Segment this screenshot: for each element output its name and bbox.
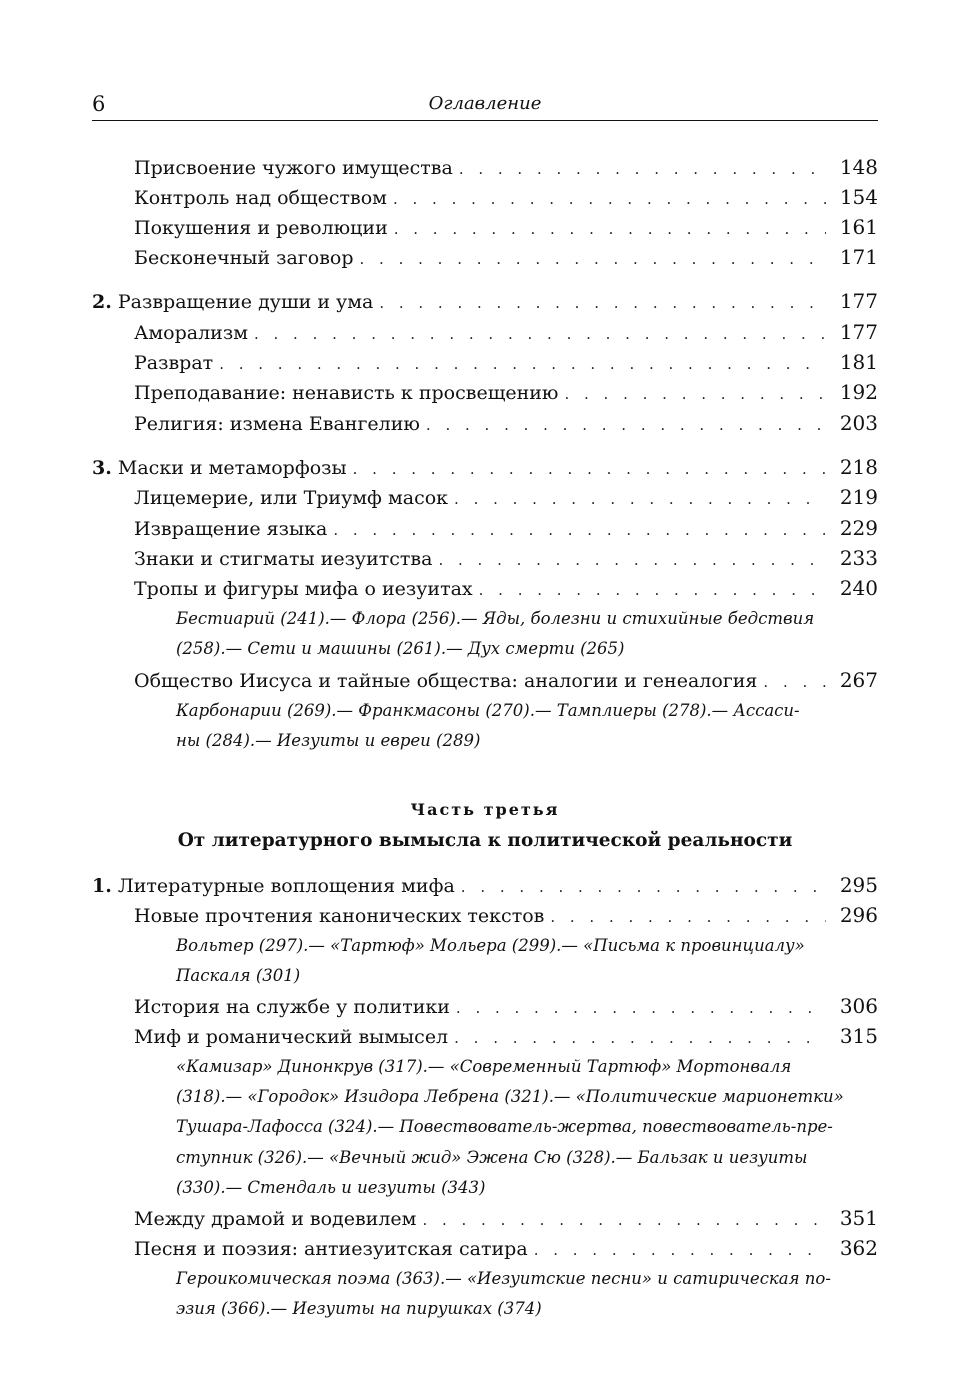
toc-entry-page: 296: [839, 903, 878, 927]
toc-entry-title: Религия: измена Евангелию: [134, 413, 420, 435]
subtopics-line: (330).— Стендаль и иезуиты (343): [176, 1178, 486, 1197]
toc-entry-page: 240: [839, 576, 878, 600]
chapter-title: Литературные воплощения мифа: [117, 875, 455, 897]
toc-entry[interactable]: [134, 317, 878, 347]
toc-chapter[interactable]: [92, 870, 878, 900]
leader-dots: [438, 545, 826, 575]
toc-entry-page: 154: [839, 185, 878, 209]
toc-entry-title: Разврат: [134, 352, 214, 374]
toc-entry[interactable]: [134, 543, 878, 573]
toc-entry-title: Преподавание: ненависть к просвещению: [134, 382, 559, 404]
toc-entry-page: 362: [839, 1236, 878, 1260]
subtopics-line: (318).— «Городок» Изидора Лебрена (321).— «Политические марионетки»: [176, 1087, 844, 1106]
leader-dots: [254, 319, 826, 349]
subtopics-line: Героикомическая поэма (363).— «Иезуитские песни» и сатирическая по-: [176, 1269, 831, 1288]
leader-dots: [426, 410, 826, 440]
toc-entry-page: 161: [839, 215, 878, 239]
subtopics-line: Паскаля (301): [176, 966, 301, 985]
subtopics-line: (258).— Сети и машины (261).— Дух смерти (265): [176, 639, 625, 658]
leader-dots: [534, 1235, 826, 1265]
toc-entry-page: 233: [839, 546, 878, 570]
leader-dots: [550, 902, 826, 932]
chapter-page: 177: [839, 289, 878, 313]
toc-entry-page: 203: [839, 411, 878, 435]
toc-chapter[interactable]: [92, 286, 878, 316]
leader-dots: [379, 288, 826, 318]
toc-entry-title: Бесконечный заговор: [134, 247, 354, 269]
leader-dots: [479, 575, 826, 605]
toc-entry-title: Общество Иисуса и тайные общества: аналогии и генеалогия: [134, 670, 758, 692]
leader-dots: [454, 1023, 826, 1053]
part-label: Часть третья: [410, 800, 560, 819]
toc-entry[interactable]: [134, 665, 878, 695]
toc-entry-page: 192: [839, 380, 878, 404]
toc-entry-title: Миф и романический вымысел: [134, 1026, 449, 1048]
toc-entry-page: 219: [839, 485, 878, 509]
toc-entry-title: Песня и поэзия: антиезуитская сатира: [134, 1238, 528, 1260]
toc-entry[interactable]: [134, 347, 878, 377]
toc-entry-title: Аморализм: [134, 322, 248, 344]
toc-entry-page: 229: [839, 516, 878, 540]
subtopics-line: эзия (366).— Иезуиты на пирушках (374): [176, 1299, 542, 1318]
toc-entry[interactable]: [134, 1203, 878, 1233]
toc-entry[interactable]: [134, 482, 878, 512]
leader-dots: [353, 454, 826, 484]
leader-dots: [461, 872, 826, 902]
chapter-number: 1.: [92, 875, 112, 897]
leader-dots: [219, 349, 826, 379]
leader-dots: [456, 993, 826, 1023]
leader-dots: [394, 214, 826, 244]
leader-dots: [360, 244, 826, 274]
chapter-title: Маски и метаморфозы: [117, 457, 347, 479]
chapter-page: 218: [839, 455, 878, 479]
toc-entry[interactable]: [134, 408, 878, 438]
toc-entry[interactable]: [134, 1021, 878, 1051]
toc-entry-title: История на службе у политики: [134, 996, 450, 1018]
toc-entry-title: Покушения и революции: [134, 217, 388, 239]
page-number: 6: [92, 92, 106, 116]
subtopics-line: Карбонарии (269).— Франкмасоны (270).— Тамплиеры (278).— Ассаси-: [176, 701, 800, 720]
toc-entry[interactable]: [134, 1233, 878, 1263]
toc-entry-page: 148: [839, 155, 878, 179]
subtopics-line: Вольтер (297).— «Тартюф» Мольера (299).— «Письма к провинциалу»: [176, 936, 805, 955]
toc-entry[interactable]: [134, 573, 878, 603]
toc-entry-title: Новые прочтения канонических текстов: [134, 905, 545, 927]
subtopics-line: ступник (326).— «Вечный жид» Эжена Сю (328).— Бальзак и иезуиты: [176, 1148, 808, 1167]
leader-dots: [763, 667, 826, 697]
subtopics-line: «Камизар» Динонкрув (317).— «Современный Тартюф» Мортонваля: [176, 1057, 792, 1076]
chapter-page: 295: [839, 873, 878, 897]
leader-dots: [454, 484, 826, 514]
toc-entry-title: Тропы и фигуры мифа о иезуитах: [134, 578, 473, 600]
leader-dots: [333, 515, 826, 545]
toc-entry[interactable]: [134, 182, 878, 212]
running-title: Оглавление: [428, 93, 542, 114]
leader-dots: [393, 184, 826, 214]
subtopics-line: Тушара-Лафосса (324).— Повествователь-жертва, повествователь-пре-: [176, 1117, 833, 1136]
toc-entry-page: 181: [839, 350, 878, 374]
toc-entry[interactable]: [134, 513, 878, 543]
subtopics-line: ны (284).— Иезуиты и евреи (289): [176, 731, 481, 750]
toc-entry-title: Лицемерие, или Триумф масок: [134, 487, 449, 509]
part-title: От литературного вымысла к политической реальности: [177, 830, 793, 851]
leader-dots: [422, 1205, 826, 1235]
toc-entry[interactable]: [134, 900, 878, 930]
subtopics-line: Бестиарий (241).— Флора (256).— Яды, болезни и стихийные бедствия: [176, 609, 815, 628]
toc-entry[interactable]: [134, 242, 878, 272]
toc-entry-page: 177: [839, 320, 878, 344]
chapter-number: 2.: [92, 291, 112, 313]
leader-dots: [459, 154, 826, 184]
toc-entry-page: 171: [839, 245, 878, 269]
toc-entry[interactable]: [134, 377, 878, 407]
toc-entry-page: 315: [839, 1024, 878, 1048]
page-header: [92, 88, 878, 121]
toc-entry-page: 267: [839, 668, 878, 692]
chapter-title: Развращение души и ума: [117, 291, 374, 313]
leader-dots: [564, 379, 826, 409]
toc-entry-title: Контроль над обществом: [134, 187, 387, 209]
toc-entry-page: 306: [839, 994, 878, 1018]
toc-entry[interactable]: [134, 991, 878, 1021]
toc-entry-title: Знаки и стигматы иезуитства: [134, 548, 433, 570]
toc-entry[interactable]: [134, 212, 878, 242]
toc-chapter[interactable]: [92, 452, 878, 482]
toc-entry-page: 351: [839, 1206, 878, 1230]
toc-entry-title: Между драмой и водевилем: [134, 1208, 417, 1230]
toc-entry[interactable]: [134, 152, 878, 182]
toc-entry-title: Извращение языка: [134, 518, 328, 540]
chapter-number: 3.: [92, 457, 112, 479]
toc-entry-title: Присвоение чужого имущества: [134, 157, 453, 179]
